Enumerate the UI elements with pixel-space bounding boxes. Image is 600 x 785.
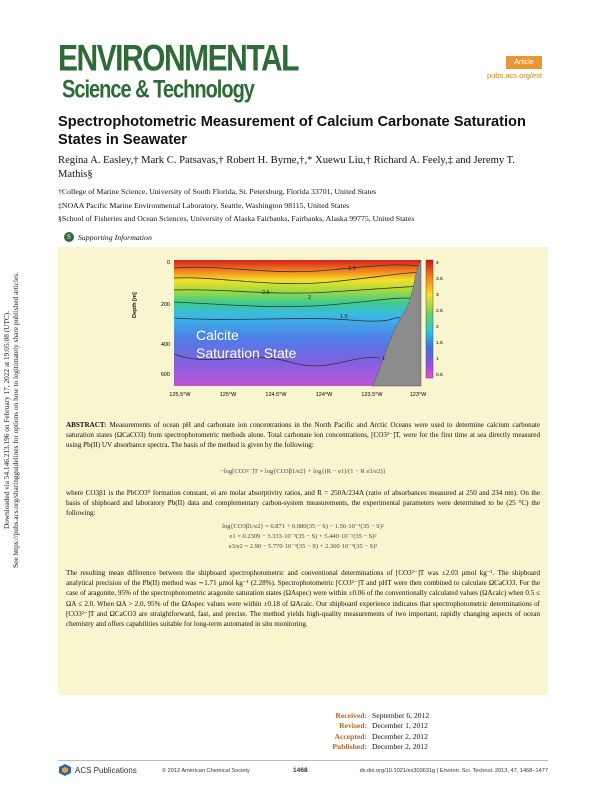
colorbar-label: 3.5	[436, 277, 443, 282]
toc-figure	[132, 258, 445, 408]
history-label: Revised:	[339, 721, 367, 731]
colorbar-label: 4	[436, 261, 439, 266]
affiliations	[58, 185, 548, 226]
abstract-paragraph-2: where CO3β1 is the PbCO3⁰ formation constant, ei are molar absorptivity ratios, and R = 250A/234A (ratio of absorbances measured at 250 and 234 nm). On the basis of shipboard and laboratory Pb(II) data and complementary carbon-system measurements, the experimental parameters were determined to be (25 °C) the following:	[66, 489, 540, 518]
colorbar-label: 3	[436, 293, 439, 298]
article-title: Spectrophotometric Measurement of Calcium Carbonate Saturation States in Seawater	[58, 114, 526, 148]
history-label: Received:	[335, 711, 367, 720]
supporting-information-link[interactable]	[64, 232, 152, 242]
colorbar	[426, 260, 433, 378]
page-footer	[58, 764, 548, 780]
equation-2a: log{CO3β1/e2} = 6.871 + 0.080(35 − S) − 1.56·10⁻⁴(35 − S)²	[222, 523, 384, 530]
publisher-name: ACS Publications	[75, 765, 137, 775]
contour-label: 2.5	[262, 290, 270, 296]
abstract-paragraph-3: The resulting mean difference between the shipboard spectrophotometric and conventional determinations of [CO3²⁻]T was ±2.03 μmol kg⁻¹. The shipboard analytical precision of the Pb(II) method was ∼1.71 μmol kg⁻¹ (2.28%). Spectrophotometric [CO3²⁻]T and pHT were then combined to calculate ΩCaCO3. For the case of aragonite, 95% of the spectrophotometric aragonite saturation states (ΩAspec) were within ±0.06 of the conventionally calculated values (ΩAcalc) when 0.5 ≤ ΩA ≤ 2.0. When ΩA > 2.0, 95% of the ΩAspec values were within ±0.18 of ΩAcalc. Our shipboard experience indicates that spectrophotometric determinations of [CO3²⁻]T and ΩCaCO3 are straightforward, fast, and precise. The method yields high-quality measurements of two important, rapidly changing aspects of ocean chemistry and offers capabilities suitable for long-term automated in situ monitoring.	[66, 569, 540, 629]
y-axis-label: Depth [m]	[132, 292, 138, 318]
supporting-info-icon: S	[64, 232, 74, 242]
journal-logo-line1: ENVIRONMENTAL	[58, 38, 298, 80]
figure-overlay-line2: Saturation State	[196, 345, 297, 361]
figure-overlay-line1: Calcite	[196, 327, 239, 343]
doi-citation-link[interactable]: dx.doi.org/10.1021/es303631g | Environ. Sci. Technol. 2013, 47, 1468−1477	[359, 768, 548, 774]
saturation-section-plot	[150, 258, 445, 408]
equation-1: −log[CO3²⁻]T = log{CO3β1/e2} + log{(R − e1)/(1 − R e3/e2)}	[220, 468, 386, 475]
affiliation-3: §School of Fisheries and Ocean Sciences, University of Alaska Fairbanks, Fairbanks, Alaska 99775, United States	[58, 214, 415, 224]
history-row	[315, 742, 429, 752]
x-tick-label: 125°W	[219, 392, 237, 398]
x-tick-label: 123.5°W	[361, 392, 383, 398]
history-row	[315, 721, 429, 731]
history-date: December 2, 2012	[372, 742, 428, 752]
page-number: 1468	[293, 767, 308, 774]
history-label: Accepted:	[334, 731, 367, 741]
x-tick-label: 124°W	[315, 392, 333, 398]
colorbar-label: 1.5	[436, 341, 443, 346]
history-date: September 6, 2012	[372, 711, 430, 720]
colorbar-label: 2.5	[436, 309, 443, 314]
affiliation-1: †College of Marine Science, University of South Florida, St. Petersburg, Florida 33701, United States	[58, 187, 377, 196]
article-type-badge: Article	[506, 56, 542, 69]
author-list: Regina A. Easley,† Mark C. Patsavas,† Robert H. Byrne,†,* Xuewu Liu,† Richard A. Feely,‡ and Jeremy T. Mathis§	[58, 155, 515, 180]
download-notice-line1: Downloaded via 54.146.213.196 on February 17, 2022 at 19:05:08 (UTC).	[2, 310, 11, 530]
contour-label: 1.5	[340, 314, 348, 320]
abstract-p1-text: Measurements of ocean pH and carbonate ion concentrations in the North Pacific and Arctic Oceans were used to determine calcium carbonate saturation states (ΩCaCO3) from spectrophotometric methods alone. Total carbonate ion concentrations, [CO3²⁻]T, were for the first time at sea directly measured using Pb(II) UV absorbance spectra. The basis of the method is given by the following:	[66, 421, 540, 450]
article-history	[315, 711, 429, 753]
history-date: December 1, 2012	[372, 721, 428, 731]
download-notice-line2: See https://pubs.acs.org/sharingguidelines for options on how to legitimately share published articles.	[11, 272, 20, 568]
colorbar-label: 0.5	[436, 373, 443, 378]
history-row	[315, 711, 429, 721]
x-tick-label: 125.5°W	[169, 392, 191, 398]
copyright-notice: © 2012 American Chemical Society	[162, 768, 250, 774]
x-tick-label: 124.5°W	[265, 392, 287, 398]
x-tick-label: 123°W	[409, 392, 427, 398]
download-notice	[2, 225, 32, 615]
equation-2c: e3/e2 = 2.90 − 5.770·10⁻³(35 − S) + 2.360·10⁻⁴(35 − S)²	[228, 543, 378, 550]
acs-publications-logo[interactable]	[58, 764, 137, 776]
supporting-info-label: Supporting Information	[78, 232, 152, 242]
journal-url-link[interactable]: pubs.acs.org/est	[486, 71, 542, 80]
contour-label: 1	[382, 356, 386, 362]
y-tick-label: 0	[166, 260, 170, 266]
contour-label: 2	[308, 295, 312, 301]
y-tick-label: 600	[160, 372, 170, 378]
contour-label: 3.5	[348, 266, 356, 272]
journal-logo-line2: Science & Technology	[62, 76, 254, 104]
y-tick-label: 200	[160, 302, 170, 308]
history-label: Published:	[332, 742, 367, 752]
equation-2b: e1 = 0.2309 − 3.333·10⁻³(35 − S) + 5.440·10⁻⁵(35 − S)²	[229, 533, 377, 540]
acs-hexagon-icon	[58, 764, 72, 776]
affiliation-2: ‡NOAA Pacific Marine Environmental Laboratory, Seattle, Washington 98115, United States	[58, 200, 350, 210]
footer-divider	[58, 760, 548, 761]
y-tick-label: 400	[160, 342, 170, 348]
history-row	[315, 732, 429, 742]
abstract-paragraph-1	[66, 420, 540, 451]
colorbar-label: 1	[436, 357, 439, 362]
colorbar-label: 2	[436, 325, 439, 330]
abstract-label: ABSTRACT:	[66, 421, 107, 429]
history-date: December 2, 2012	[372, 731, 428, 741]
journal-logo[interactable]	[58, 38, 298, 104]
